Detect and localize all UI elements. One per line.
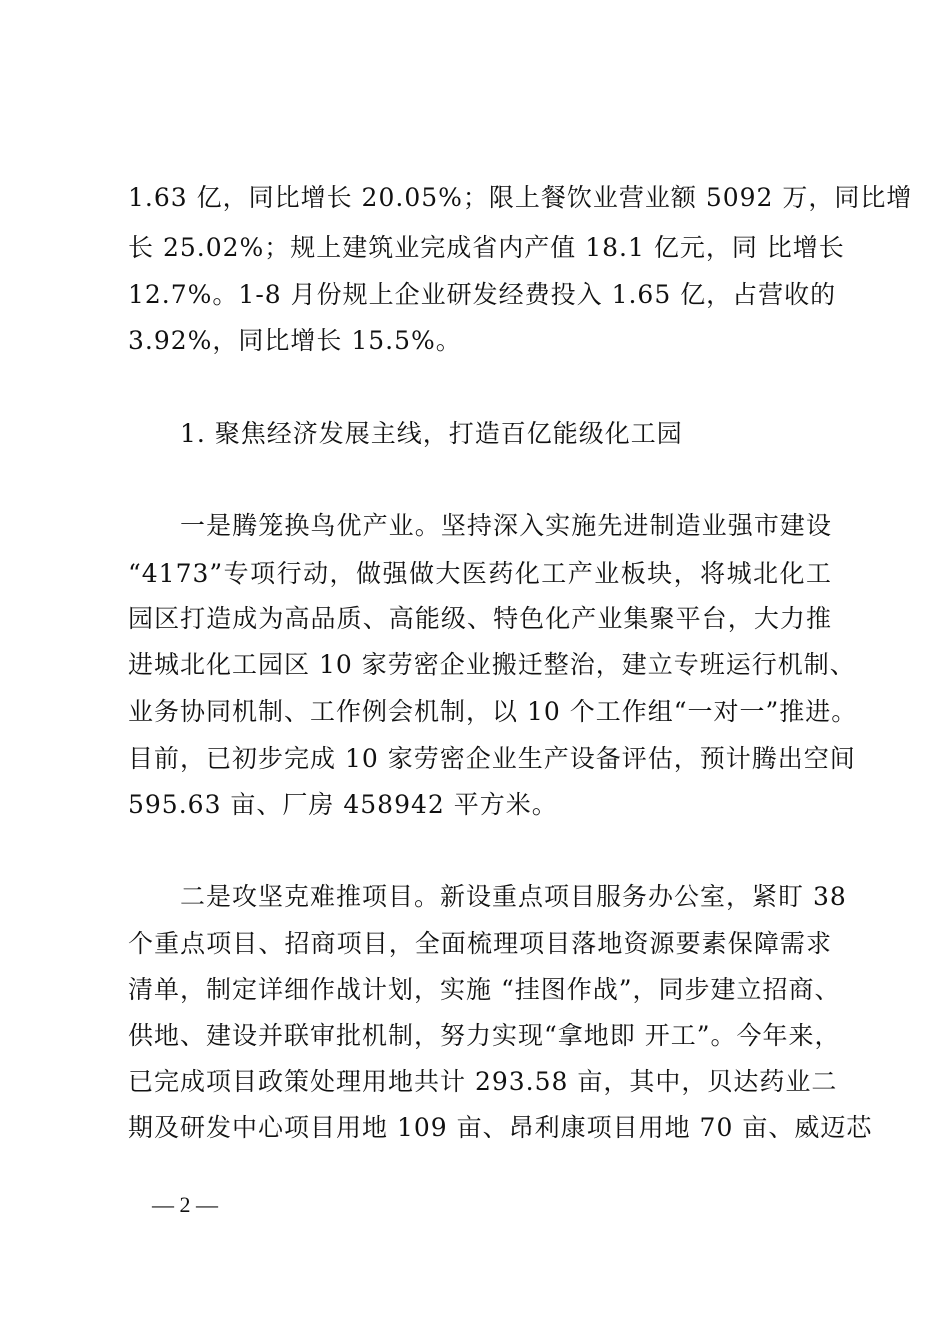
- para2-line-2: 个重点项目、招商项目，全面梳理项目落地资源要素保障需求: [128, 929, 832, 958]
- intro-line-4: 3.92%，同比增长 15.5%。: [128, 326, 462, 355]
- para1-line-7: 595.63 亩、厂房 458942 平方米。: [128, 790, 558, 819]
- intro-line-3: 12.7%。1-8 月份规上企业研发经费投入 1.65 亿，占营收的: [128, 280, 837, 309]
- para2-line-4: 供地、建设并联审批机制，努力实现“拿地即 开工”。今年来，: [128, 1021, 841, 1050]
- para1-line-2: “4173”专项行动，做强做大医药化工产业板块，将城北化工: [128, 559, 832, 588]
- intro-line-1: 1.63 亿，同比增长 20.05%；限上餐饮业营业额 5092 万，同比增: [128, 183, 913, 212]
- intro-line-2: 长 25.02%；规上建筑业完成省内产值 18.1 亿元，同 比增长: [128, 233, 845, 262]
- para1-line-1: 一是腾笼换鸟优产业。坚持深入实施先进制造业强市建设: [180, 511, 832, 540]
- para1-line-3: 园区打造成为高品质、高能级、特色化产业集聚平台，大力推: [128, 604, 832, 633]
- section-heading: 1. 聚焦经济发展主线，打造百亿能级化工园: [180, 419, 683, 448]
- para2-line-6: 期及研发中心项目用地 109 亩、昂利康项目用地 70 亩、威迈芯: [128, 1113, 873, 1142]
- para2-line-3: 清单，制定详细作战计划，实施 “挂图作战”，同步建立招商、: [128, 975, 841, 1004]
- para2-line-1: 二是攻坚克难推项目。新设重点项目服务办公室，紧盯 38: [180, 882, 847, 911]
- para1-line-6: 目前，已初步完成 10 家劳密企业生产设备评估，预计腾出空间: [128, 744, 856, 773]
- para1-line-4: 进城北化工园区 10 家劳密企业搬迁整治，建立专班运行机制、: [128, 650, 856, 679]
- para1-line-5: 业务协同机制、工作例会机制，以 10 个工作组“一对一”推进。: [128, 697, 858, 726]
- para2-line-5: 已完成项目政策处理用地共计 293.58 亩，其中，贝达药业二: [128, 1067, 838, 1096]
- page-number: — 2 —: [152, 1192, 218, 1217]
